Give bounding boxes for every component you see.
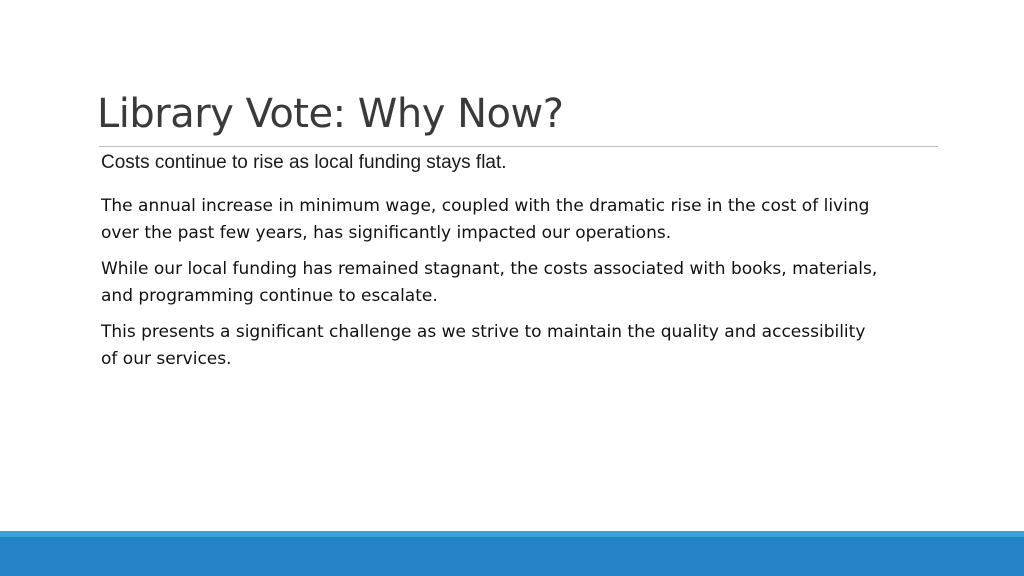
paragraph-challenge: This presents a significant challenge as we strive to maintain the quality and accessibility of our services. xyxy=(101,322,866,369)
slide-subtitle: Costs continue to rise as local funding stays flat. xyxy=(101,152,507,173)
paragraph-minimum-wage: The annual increase in minimum wage, coupled with the dramatic rise in the cost of living over the past few years, has significantly impacted our operations. xyxy=(101,196,870,243)
slide-body xyxy=(101,151,901,382)
slide-title: Library Vote: Why Now? xyxy=(97,91,564,137)
title-divider xyxy=(99,146,938,147)
footer-accent-bar xyxy=(0,537,1024,576)
paragraph-local-funding: While our local funding has remained stagnant, the costs associated with books, materials, and programming continue to escalate. xyxy=(101,259,878,306)
